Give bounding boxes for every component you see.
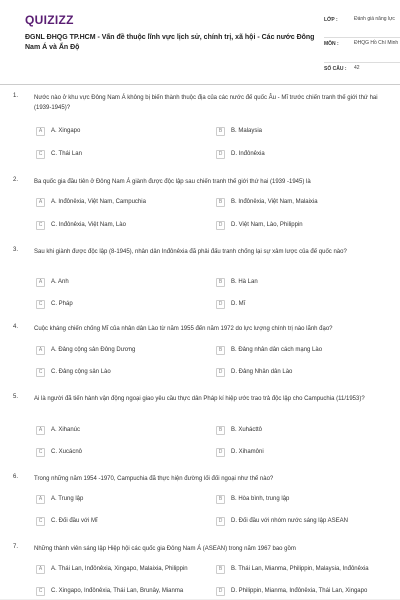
subject-label: MÔN : (324, 41, 339, 47)
option-b[interactable] (216, 345, 322, 355)
option-a[interactable] (36, 126, 80, 136)
option-label: B. Xuhácttô (231, 427, 263, 433)
option-label: C. Xingapo, Inđônêxia, Thái Lan, Brunây, Mianma (51, 588, 184, 594)
option-letter-box: B (216, 346, 225, 355)
option-letter-box: C (36, 587, 45, 596)
option-label: C. Xucácnô (51, 449, 83, 455)
question-text: Nước nào ở khu vực Đông Nam Á không bị biến thành thuộc địa của các nước đế quốc Âu - Mĩ trước chiến tranh thế giới thứ hai (1939-1945)? (34, 95, 378, 111)
option-letter-box: D (216, 368, 225, 377)
option-letter-box: C (36, 221, 45, 230)
option-letter-box: C (36, 300, 45, 309)
option-b[interactable] (216, 564, 369, 574)
option-label: C. Đảng cộng sản Lào (51, 369, 111, 375)
option-c[interactable] (36, 516, 98, 526)
quizizz-logo: QUIZIZZ (25, 13, 74, 27)
option-letter-box: A (36, 495, 45, 504)
option-b[interactable] (216, 197, 318, 207)
count-label: SỐ CÂU : (324, 66, 347, 72)
option-label: D. Philippin, Mianma, Inđônêxia, Thái Lan, Xingapo (231, 588, 368, 594)
option-label: D. Inđônêxia (231, 151, 265, 157)
option-d[interactable] (216, 220, 303, 230)
option-label: D. Xihamôni (231, 449, 264, 455)
option-letter-box: C (36, 368, 45, 377)
option-letter-box: C (36, 150, 45, 159)
class-label: LỚP : (324, 17, 338, 23)
option-label: D. Việt Nam, Lào, Philippin (231, 222, 303, 228)
option-b[interactable] (216, 425, 262, 435)
option-letter-box: D (216, 587, 225, 596)
question-text: Sau khi giành được độc lập (8-1945), nhân dân Inđônêxia đã phải đấu tranh chống lại sự xâm lược của đế quốc nào? (34, 249, 347, 255)
option-label: D. Đối đầu với nhóm nước sáng lập ASEAN (231, 518, 348, 524)
question-number: 4. (13, 324, 19, 330)
option-c[interactable] (36, 447, 82, 457)
question-number: 2. (13, 177, 19, 183)
option-a[interactable] (36, 345, 135, 355)
option-letter-box: A (36, 565, 45, 574)
option-label: A. Đảng cộng sản Đông Dương (51, 347, 136, 353)
option-letter-box: D (216, 221, 225, 230)
class-value: Đánh giá năng lực (354, 16, 395, 22)
option-label: B. Inđônêxia, Việt Nam, Malaixia (231, 199, 318, 205)
question-number: 7. (13, 544, 19, 550)
option-label: A. Xingapo (51, 128, 81, 134)
option-b[interactable] (216, 126, 262, 136)
question-text: Những thành viên sáng lập Hiệp hội các quốc gia Đông Nam Á (ASEAN) trong năm 1967 bao gồm (34, 546, 296, 552)
option-c[interactable] (36, 586, 183, 596)
option-letter-box: B (216, 127, 225, 136)
option-letter-box: A (36, 426, 45, 435)
option-a[interactable] (36, 425, 80, 435)
question-number: 1. (13, 93, 19, 99)
option-letter-box: B (216, 198, 225, 207)
option-letter-box: D (216, 300, 225, 309)
option-letter-box: A (36, 346, 45, 355)
option-letter-box: A (36, 198, 45, 207)
option-c[interactable] (36, 220, 126, 230)
option-label: D. Đảng Nhân dân Lào (231, 369, 293, 375)
option-letter-box: D (216, 150, 225, 159)
meta-row-count (324, 63, 400, 77)
option-d[interactable] (216, 367, 292, 377)
question-number: 6. (13, 474, 19, 480)
question-number: 3. (13, 247, 19, 253)
option-b[interactable] (216, 277, 258, 287)
worksheet-title: ĐGNL ĐHQG TP.HCM - Vấn đề thuộc lĩnh vực lịch sử, chính trị, xã hội - Các nước Đông Nam Á và Ấn Độ (25, 34, 315, 51)
option-letter-box: D (216, 448, 225, 457)
subject-value: ĐHQG Hồ Chí Minh (354, 40, 399, 46)
option-d[interactable] (216, 299, 245, 309)
option-label: C. Inđônêxia, Việt Nam, Lào (51, 222, 126, 228)
option-letter-box: D (216, 517, 225, 526)
option-letter-box: A (36, 127, 45, 136)
option-label: C. Pháp (51, 301, 73, 307)
option-d[interactable] (216, 149, 265, 159)
question-text: Ba quốc gia đầu tiên ở Đông Nam Á giành được độc lập sau chiến tranh thế giới thứ hai (1939 -1945) là (34, 179, 311, 185)
question-text: Trong những năm 1954 -1970, Campuchia đã thực hiện đường lối đối ngoại như thế nào? (34, 476, 274, 482)
option-label: C. Đối đầu với Mĩ (51, 518, 98, 524)
option-c[interactable] (36, 367, 111, 377)
option-label: A. Anh (51, 279, 69, 285)
option-label: A. Thái Lan, Inđônêxia, Xingapo, Malaixia, Philippin (51, 566, 188, 572)
worksheet-header (12, 0, 399, 85)
header-divider (0, 84, 400, 85)
option-label: A. Xihanúc (51, 427, 81, 433)
option-letter-box: B (216, 565, 225, 574)
meta-row-class (324, 14, 400, 38)
meta-panel (324, 14, 400, 77)
option-a[interactable] (36, 494, 83, 504)
option-letter-box: B (216, 495, 225, 504)
option-letter-box: C (36, 517, 45, 526)
option-letter-box: B (216, 278, 225, 287)
option-d[interactable] (216, 447, 264, 457)
count-value: 42 (354, 65, 360, 71)
option-label: B. Hà Lan (231, 279, 258, 285)
option-label: A. Trung lập (51, 496, 84, 502)
option-label: B. Hòa bình, trung lập (231, 496, 290, 502)
meta-row-subject (324, 38, 400, 63)
option-label: B. Đảng nhân dân cách mạng Lào (231, 347, 323, 353)
option-label: D. Mĩ (231, 301, 246, 307)
option-letter-box: B (216, 426, 225, 435)
option-c[interactable] (36, 149, 82, 159)
option-a[interactable] (36, 564, 188, 574)
option-c[interactable] (36, 299, 73, 309)
option-letter-box: A (36, 278, 45, 287)
option-letter-box: C (36, 448, 45, 457)
option-label: B. Thái Lan, Mianma, Philippin, Malaysia, Inđônêxia (231, 566, 369, 572)
option-label: B. Malaysia (231, 128, 263, 134)
question-text: Ai là người đã tiến hành vận động ngoại giao yêu cầu thực dân Pháp kí hiệp ước trao trả độc lập cho Campuchia (11/1953)? (34, 396, 365, 402)
option-label: A. Inđônêxia, Việt Nam, Campuchia (51, 199, 146, 205)
option-b[interactable] (216, 494, 289, 504)
option-a[interactable] (36, 277, 69, 287)
question-text: Cuộc kháng chiến chống Mĩ của nhân dân Lào từ năm 1955 đến năm 1972 do lực lượng chính trị nào lãnh đạo? (34, 326, 333, 332)
question-number: 5. (13, 394, 19, 400)
option-d[interactable] (216, 586, 367, 596)
option-d[interactable] (216, 516, 348, 526)
option-label: C. Thái Lan (51, 151, 82, 157)
option-a[interactable] (36, 197, 146, 207)
